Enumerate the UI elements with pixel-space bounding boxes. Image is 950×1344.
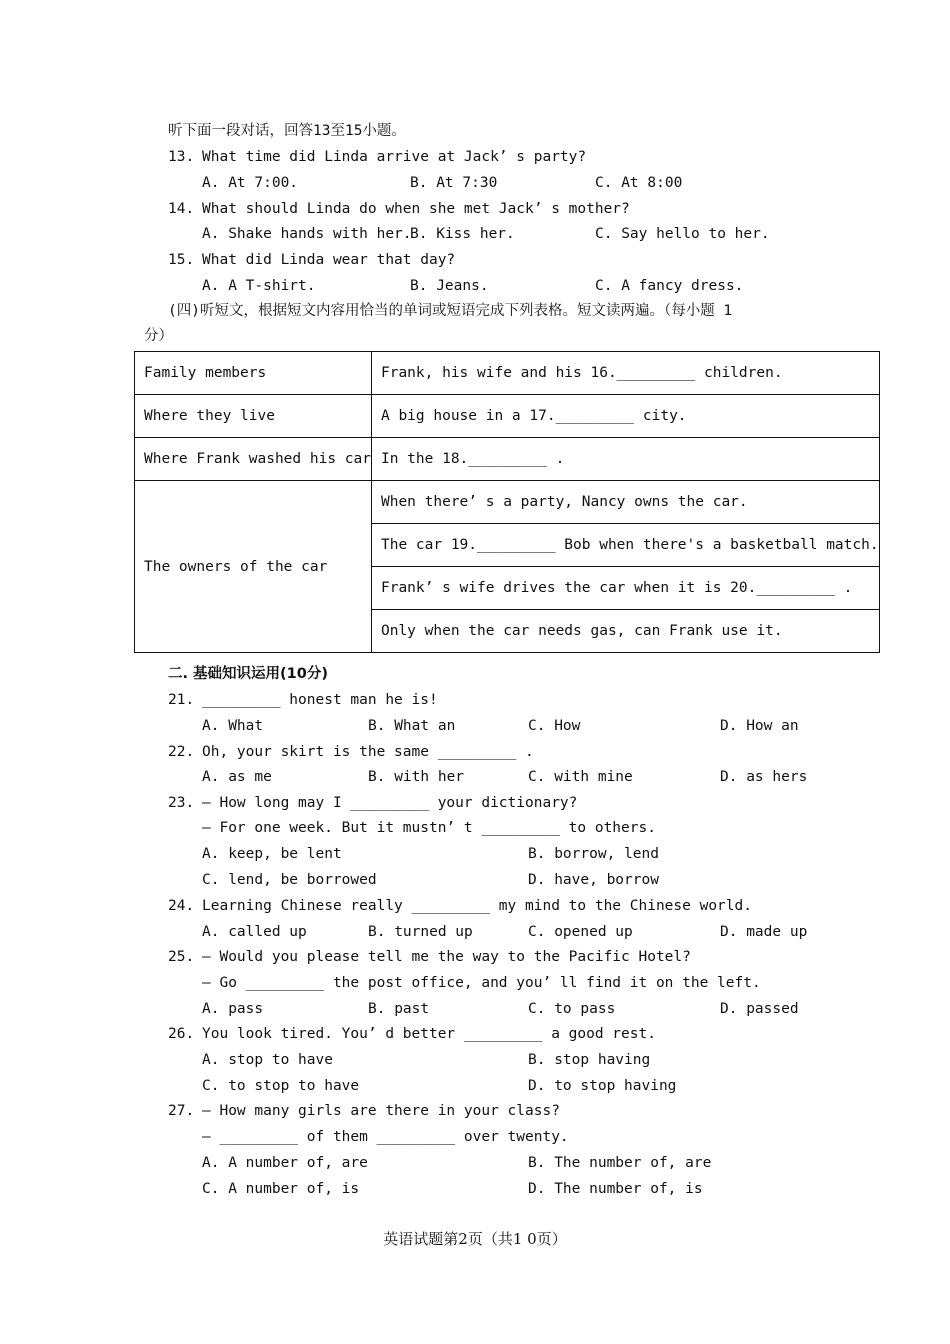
option-d[interactable]: D. The number of, is [528, 1181, 703, 1197]
option-a[interactable]: A. stop to have [202, 1052, 333, 1068]
option-d[interactable]: D. How an [720, 718, 799, 734]
option-c[interactable]: C. lend, be borrowed [202, 872, 377, 888]
option-b[interactable]: B. The number of, are [528, 1155, 712, 1171]
page-footer: 英语试题第2页（共1 0页） [383, 1230, 567, 1248]
option-b[interactable]: B. stop having [528, 1052, 651, 1068]
table-row [135, 481, 880, 524]
option-b[interactable]: B. What an [368, 718, 456, 734]
table-row [135, 438, 880, 481]
table-cell-value: Only when the car needs gas, can Frank use it. [371, 610, 879, 653]
option-a[interactable]: A. keep, be lent [202, 846, 342, 862]
table-row [135, 352, 880, 395]
table-cell-value: Frank, his wife and his 16._________ children. [371, 352, 879, 395]
option-b[interactable]: B. with her [368, 769, 465, 785]
option-a[interactable]: A. What [202, 718, 264, 734]
option-d[interactable]: D. passed [720, 1001, 799, 1017]
table-cell-value: Frank’ s wife drives the car when it is 20._________ . [371, 567, 879, 610]
option-a[interactable]: A. A T-shirt. [202, 278, 316, 294]
option-b[interactable]: B. turned up [368, 924, 473, 940]
option-b[interactable]: B. Kiss her. [410, 226, 515, 242]
option-a[interactable]: A. A number of, are [202, 1155, 368, 1171]
option-d[interactable]: D. made up [720, 924, 808, 940]
table-cell-owners-label: The owners of the car [135, 481, 372, 653]
option-c[interactable]: C. At 8:00 [595, 175, 683, 191]
option-d[interactable]: D. to stop having [528, 1078, 677, 1094]
option-c[interactable]: C. to stop to have [202, 1078, 360, 1094]
option-d[interactable]: D. have, borrow [528, 872, 659, 888]
option-a[interactable]: A. as me [202, 769, 272, 785]
table-cell-value: The car 19._________ Bob when there's a basketball match. [371, 524, 879, 567]
table-cell-label: Family members [135, 352, 372, 395]
option-b[interactable]: B. Jeans. [410, 278, 489, 294]
option-a[interactable]: A. called up [202, 924, 307, 940]
option-b[interactable]: B. borrow, lend [528, 846, 659, 862]
option-c[interactable]: C. A number of, is [202, 1181, 360, 1197]
option-c[interactable]: C. to pass [528, 1001, 616, 1017]
option-c[interactable]: C. Say hello to her. [595, 226, 770, 242]
option-c[interactable]: C. opened up [528, 924, 633, 940]
option-b[interactable]: B. past [368, 1001, 430, 1017]
option-c[interactable]: C. with mine [528, 769, 633, 785]
option-c[interactable]: C. A fancy dress. [595, 278, 744, 294]
option-a[interactable]: A. Shake hands with her. [202, 226, 412, 242]
table-row [135, 395, 880, 438]
option-d[interactable]: D. as hers [720, 769, 808, 785]
table-cell-value: In the 18._________ . [371, 438, 879, 481]
option-b[interactable]: B. At 7:30 [410, 175, 498, 191]
table-cell-value: When there’ s a party, Nancy owns the car. [371, 481, 879, 524]
table-cell-label: Where they live [135, 395, 372, 438]
table-cell-value: A big house in a 17._________ city. [371, 395, 879, 438]
exam-page: 听下面一段对话，回答13至15小题。 13. What time did Linda arrive at Jack’ s party? A. At 7:00. B. At 7:30 C. At 8:00 14. What should Linda do when she met Jack’ s mother? A. Shake hands with her. B. Kiss her. C. Say hello to her. 15. What did Linda wear that day? A. A T-shirt. B. Jeans. C. A fancy dress. (四)听短文，根据短文内容用恰当的单词或短语完成下列表格。短文读两遍。（每小题 1 分） Family members Frank, his wife and his 16._________ children. Where they live A big house in a 17._________ city. Where Frank washed his car In the 18._________ . The owners of the car When there’ s a party, Nancy owns the car. The car 19._________ Bob when there's a basketball match. Frank’ s wife drives the car when it is 20._________ . Only when the car needs gas, can Frank use it. 二. 基础知识运用(10分) 21. _________ honest man he is! A. What B. What an C. How D. How an 22. Oh, your skirt is the same _________ . A. as me B. with her C. with mine D. as hers 23. — How long may I _________ your dictionary? — For one week. But it mustn’ t _________ to others. A. keep, be lent B. borrow, lend C. lend, be borrowed D. have, borrow 24. Learning Chinese really _________ my mind to the Chinese world. A. called up B. turned up C. opened up D. made up 25. — Would you please tell me the way to the Pacific Hotel? — Go _________ the post office, and you’ ll find it on the left. A. pass B. past C. to pass D. passed 26. You look tired. You’ d better _________ a good rest. A. stop to have B. stop having C. to stop to have D. to stop having 27. — How many girls are there in your class? — _________ of them _________ over twenty. A. A number of, are B. The number of, are C. A number of, is D. The number of, is 英语试题第2页（共1 0页） [0, 0, 950, 1344]
info-table [134, 351, 880, 653]
table-cell-label: Where Frank washed his car [135, 438, 372, 481]
option-a[interactable]: A. At 7:00. [202, 175, 299, 191]
option-c[interactable]: C. How [528, 718, 581, 734]
option-a[interactable]: A. pass [202, 1001, 264, 1017]
